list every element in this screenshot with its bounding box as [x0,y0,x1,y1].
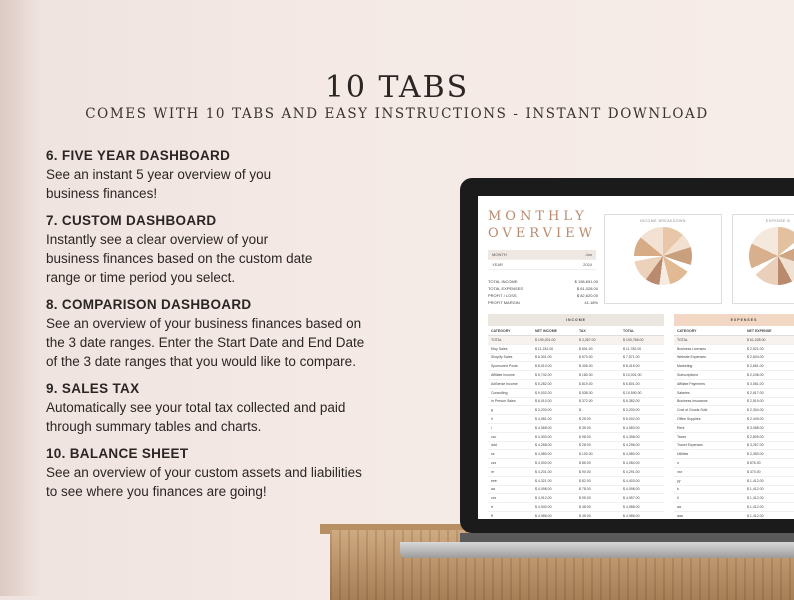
total-row: TOTAL $ 190,001.00 $ 3,267.00 $ 193,768.00 [488,336,664,345]
monthly-overview-title: MONTHLY OVERVIEW [488,209,597,241]
feature-list [46,148,406,511]
table-row: Business Licenses $ 2,521.00 [674,345,794,354]
table-row: ll $ 1,412.00 [674,494,794,503]
column-header: TOTAL [623,328,635,333]
feature-item [46,297,406,371]
feature-text: Automatically see your total tax collected and paid through summary tables and charts. [46,400,346,434]
page-title: 10 TABS [324,70,470,106]
column-header: TAX [579,328,586,333]
table-row: Consulting $ 9,002.00 $ 538.00 $ 10,590.00 [488,389,664,398]
feature-item [46,213,406,287]
table-row: Marketing $ 2,661.00 [674,362,794,371]
expense-table: EXPENSES CATEGORY NET EXPENSE TOTAL $ 61,028.00 Business Licenses $ 2,521.00 Website Expenses $ 2,604.00 Marketing $ 2,661.00 Subscriptions $ 2,246.00 Affiliate Payments $ 3,061.00 Salaries $ 2,617.00 Business Insurance $ 2,519.00 Cost of Goods Sold $ 2,304.00 Office Supplies $ 2,449.00 Rent $ 3,088.00 Taxes $ 2,809.00 Travel Expenses $ 3,267.00 Utilities $ 2,350.00 n $ 876.00 xxx $ 373.00 yy $ 1,412.00 k $ 1,412.00 ll $ 1,412.00 aa $ 1,412.00 aaa $ 1,412.00 [674,314,794,519]
table-row: ddd $ 4,268.00 $ 28.00 $ 4,296.00 [488,442,664,451]
table-row: Website Expenses $ 2,604.00 [674,354,794,363]
feature-text: See an overview of your business finances based on the 3 date ranges. Enter the Start Date and End Date of the 3 date ranges that you would like to compare. [46,316,365,369]
table-row: rt $ 4,940.00 $ 48.00 $ 4,988.00 [488,503,664,512]
expense-pie-chart [749,227,794,285]
summary-block [488,278,598,306]
summary-row: PROFIT / LOSS $ 82,620.00 [488,293,598,298]
table-row: Business Insurance $ 2,519.00 [674,398,794,407]
summary-row: PROFIT MARGIN 41.18% [488,300,598,305]
table-row: Cost of Goods Sold $ 2,304.00 [674,406,794,415]
table-row: Affiliate Payments $ 3,061.00 [674,380,794,389]
feature-heading: 8. COMPARISON DASHBOARD [46,297,252,312]
column-header: NET EXPENSE [747,328,772,333]
laptop-base [400,542,794,558]
table-row: ccc $ 4,300.00 $ 98.00 $ 4,398.00 [488,433,664,442]
period-selector [488,250,596,270]
table-row: xxx $ 4,912.00 $ 95.00 $ 4,957.00 [488,494,664,503]
income-pie-chart [634,227,692,285]
table-row: Travel Expenses $ 3,267.00 [674,442,794,451]
feature-text: See an instant 5 year overview of you business finances! [46,167,272,201]
feature-item [46,148,406,203]
column-header: CATEGORY [491,328,511,333]
table-row: xxx $ 373.00 [674,468,794,477]
table-row: Shopify Sales $ 6,301.00 $ 570.00 $ 7,571.00 [488,354,664,363]
table-row: Sponsored Posts $ 8,010.00 $ 406.00 $ 8,416.00 [488,362,664,371]
table-row: Utilities $ 2,350.00 [674,450,794,459]
table-row: Rent $ 3,088.00 [674,424,794,433]
total-row: TOTAL $ 61,028.00 [674,336,794,345]
page-subtitle: COMES WITH 10 TABS AND EASY INSTRUCTIONS - INSTANT DOWNLOAD [85,106,709,122]
table-row: In Person Sales $ 6,010.00 $ 372.00 $ 6,382.00 [488,398,664,407]
feature-heading: 10. BALANCE SHEET [46,446,189,461]
column-header: NET INCOME [535,328,557,333]
table-row: Taxes $ 2,809.00 [674,433,794,442]
spreadsheet-screen [478,196,794,519]
table-row: aa $ 4,098.00 $ 78.00 $ 4,098.00 [488,486,664,495]
table-row: Salaries $ 2,617.00 [674,389,794,398]
table-row: ff $ 4,986.00 $ 45.00 $ 4,986.00 [488,512,664,519]
table-row: n $ 876.00 [674,459,794,468]
table-row: Office Supplies $ 2,449.00 [674,415,794,424]
summary-row: TOTAL EXPENSES $ 61,028.00 [488,286,598,291]
income-table: INCOME CATEGORY NET INCOME TAX TOTAL TOTAL $ 190,001.00 $ 3,267.00 $ 193,768.00 Etsy Sales $ 11,181.00 $ 601.00 $ 11,782.00 Shopify Sales $ 6,301.00 $ 570.00 $ 7,571.00 Sponsored Posts $ 8,010.00 $ 406.00 $ 8,416.00 Affiliate Income $ 5,742.00 $ 180.00 $ 10,001.00 AdSense Income $ 5,282.00 $ 819.00 $ 6,801.00 Consulting $ 9,002.00 $ 538.00 $ 10,590.00 In Person Sales $ 6,010.00 $ 372.00 $ 6,382.00 g $ 3,200.00 $ - $ 3,200.00 h $ 4,981.00 $ 25.00 $ 5,002.00 i $ 4,068.00 $ 35.00 $ 4,083.00 ccc $ 4,300.00 $ 98.00 $ 4,398.00 ddd $ 4,268.00 $ 28.00 $ 4,296.00 ss $ 4,980.00 $ 100.00 $ 4,980.00 zzz $ 4,000.00 $ 85.00 $ 4,084.00 rrr $ 4,201.00 $ 90.00 $ 4,291.00 eee $ 4,321.00 $ 82.00 $ 4,403.00 aa $ 4,098.00 $ 78.00 $ 4,098.00 xxx $ 4,912.00 $ 95.00 $ 4,957.00 rt $ 4,940.00 $ 48.00 $ 4,988.00 ff $ 4,986.00 $ 45.00 $ 4,986.00 [488,314,664,519]
table-row: g $ 3,200.00 $ - $ 3,200.00 [488,406,664,415]
table-row: Etsy Sales $ 11,181.00 $ 601.00 $ 11,782.00 [488,345,664,354]
feature-heading: 9. SALES TAX [46,381,140,396]
table-row: aa $ 1,412.00 [674,503,794,512]
summary-row: TOTAL INCOME $ 198,691.00 [488,279,598,284]
table-row: eee $ 4,321.00 $ 82.00 $ 4,403.00 [488,477,664,486]
feature-heading: 7. CUSTOM DASHBOARD [46,213,217,228]
feature-item [46,381,406,436]
income-breakdown-card: INCOME BREAKDOWN [604,214,722,304]
feature-text: Instantly see a clear overview of your business finances based on the custom date range or time period you select. [46,232,313,285]
feature-item [46,446,406,501]
table-row: Subscriptions $ 2,246.00 [674,371,794,380]
table-row: i $ 4,068.00 $ 35.00 $ 4,083.00 [488,424,664,433]
table-row: Affiliate Income $ 5,742.00 $ 180.00 $ 10,001.00 [488,371,664,380]
column-header: CATEGORY [677,328,697,333]
table-row: k $ 1,412.00 [674,486,794,495]
year-row[interactable]: YEAR 2024 [488,260,596,270]
table-row: rrr $ 4,201.00 $ 90.00 $ 4,291.00 [488,468,664,477]
table-row: AdSense Income $ 5,282.00 $ 819.00 $ 6,801.00 [488,380,664,389]
table-row: h $ 4,981.00 $ 25.00 $ 5,002.00 [488,415,664,424]
table-row: yy $ 1,412.00 [674,477,794,486]
expense-breakdown-card: EXPENSE B [732,214,794,304]
table-row: zzz $ 4,000.00 $ 85.00 $ 4,084.00 [488,459,664,468]
table-row: aaa $ 1,412.00 [674,512,794,519]
feature-heading: 6. FIVE YEAR DASHBOARD [46,148,231,163]
table-row: ss $ 4,980.00 $ 100.00 $ 4,980.00 [488,450,664,459]
month-row[interactable]: MONTH Jan [488,250,596,260]
feature-text: See an overview of your custom assets and liabilities to see where you finances are going! [46,465,362,499]
